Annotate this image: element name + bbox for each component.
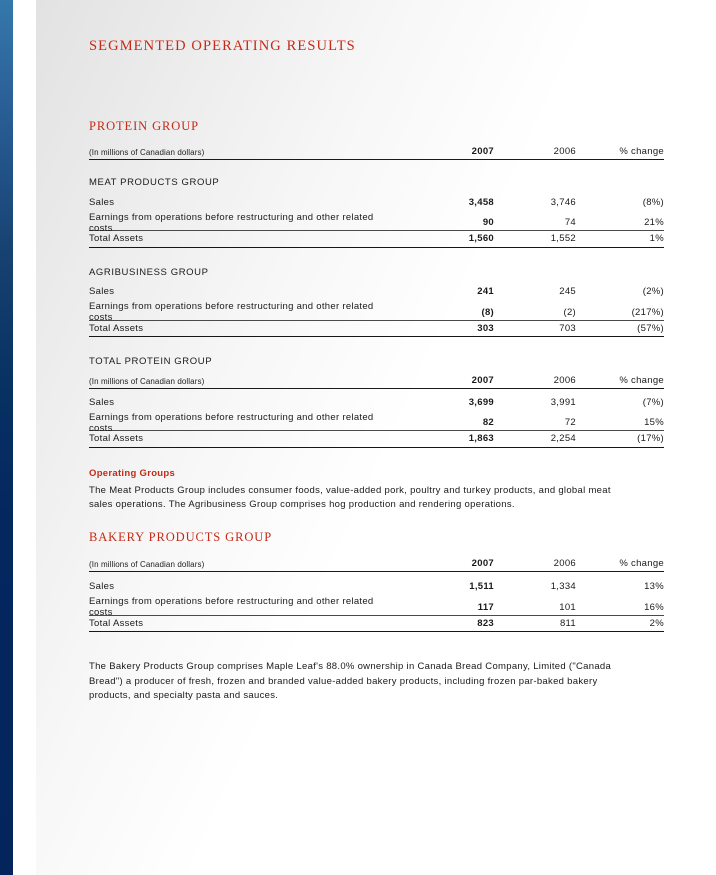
bakery-description-paragraph: The Bakery Products Group comprises Maple Leaf's 88.0% ownership in Canada Bread Company, Limited ("Canada Bread") a producer of fresh, frozen and branded value-added bakery products, including frozen par-baked bakery products, and specialty pasta and sauces. <box>89 661 612 701</box>
value-2007: 82 <box>482 417 494 428</box>
table-row <box>89 393 664 412</box>
value-change: 16% <box>644 601 664 613</box>
protein-group-table <box>89 144 664 448</box>
column-header-2007: 2007 <box>471 375 494 386</box>
table-header-row <box>89 144 664 160</box>
row-label: Earnings from operations before restructuring and other related costs <box>89 596 374 618</box>
value-2007: 117 <box>477 601 494 613</box>
value-2006: 703 <box>559 322 576 334</box>
row-label: Total Assets <box>89 322 144 334</box>
section-name-meat-products: MEAT PRODUCTS GROUP <box>89 177 220 188</box>
column-header-change: % change <box>619 557 664 569</box>
bakery-section <box>89 578 664 633</box>
value-2006: 1,552 <box>550 233 576 245</box>
value-2006: 3,991 <box>550 396 576 408</box>
table-row-total <box>89 430 664 447</box>
value-2007: 823 <box>477 617 494 629</box>
table-row <box>89 411 664 434</box>
operating-groups-paragraph: The Meat Products Group includes consumer foods, value-added pork, poultry and turkey products, and global meat sales operations. The Agribusiness Group comprises hog production and rendering operations. <box>89 484 611 510</box>
table-row <box>89 211 664 234</box>
value-2006: 3,746 <box>550 196 576 208</box>
row-label: Sales <box>89 196 115 208</box>
column-header-change: % change <box>619 375 664 386</box>
table-row <box>89 596 664 618</box>
column-header-change: % change <box>619 146 664 157</box>
table-row <box>89 283 664 302</box>
row-label: Total Assets <box>89 617 144 629</box>
value-change: 1% <box>649 233 664 245</box>
value-2006: (2) <box>563 306 576 318</box>
value-2007: 1,511 <box>469 581 494 593</box>
value-change: (17%) <box>637 433 664 445</box>
column-header-2006: 2006 <box>553 146 576 157</box>
value-2006: 811 <box>559 617 576 629</box>
units-note: (In millions of Canadian dollars) <box>89 148 205 157</box>
bakery-group-table <box>89 556 664 633</box>
value-change: 21% <box>644 217 664 228</box>
value-2007: 90 <box>482 217 494 228</box>
row-label: Total Assets <box>89 233 144 245</box>
row-label: Earnings from operations before restructuring and other related costs <box>89 411 374 434</box>
value-2006: 245 <box>559 286 576 298</box>
value-2007: 1,560 <box>468 233 494 245</box>
value-2007: 3,458 <box>468 196 494 208</box>
table-row-total <box>89 230 664 247</box>
value-change: 2% <box>649 617 664 629</box>
value-change: (57%) <box>637 322 664 334</box>
table-header-row <box>89 556 664 572</box>
agribusiness-section <box>89 283 664 338</box>
left-accent-bar <box>0 0 13 875</box>
protein-group-heading: PROTEIN GROUP <box>89 119 199 133</box>
page-title: SEGMENTED OPERATING RESULTS <box>89 38 356 54</box>
column-header-2006: 2006 <box>553 557 576 569</box>
value-2006: 74 <box>564 217 576 228</box>
column-header-2007: 2007 <box>471 557 494 569</box>
row-label: Earnings from operations before restructuring and other related costs <box>89 301 374 323</box>
value-change: (8%) <box>642 196 664 208</box>
value-2006: 72 <box>564 417 576 428</box>
column-header-2006: 2006 <box>553 375 576 386</box>
value-2007: 303 <box>477 322 494 334</box>
value-2007: 1,863 <box>468 433 494 445</box>
value-2006: 101 <box>559 601 576 613</box>
row-label: Total Assets <box>89 433 144 445</box>
value-change: 15% <box>644 417 664 428</box>
table-row <box>89 301 664 323</box>
value-2007: 3,699 <box>468 396 494 408</box>
table-row-total <box>89 320 664 337</box>
row-label: Sales <box>89 286 115 298</box>
value-2006: 1,334 <box>550 581 576 593</box>
table-row <box>89 193 664 212</box>
value-change: 13% <box>644 581 664 593</box>
table-row-total <box>89 615 664 632</box>
value-2007: (8) <box>481 306 494 318</box>
section-name-total-protein: TOTAL PROTEIN GROUP <box>89 356 213 367</box>
units-note: (In millions of Canadian dollars) <box>89 377 205 386</box>
operating-groups-label: Operating Groups <box>89 467 176 479</box>
column-header-2007: 2007 <box>471 146 494 157</box>
value-2006: 2,254 <box>550 433 576 445</box>
value-change: (2%) <box>642 286 664 298</box>
section-name-agribusiness: AGRIBUSINESS GROUP <box>89 266 209 278</box>
table-row <box>89 578 664 597</box>
value-change: (217%) <box>631 306 664 318</box>
bakery-group-heading: BAKERY PRODUCTS GROUP <box>89 529 273 544</box>
row-label: Earnings from operations before restructuring and other related costs <box>89 211 374 234</box>
value-2007: 241 <box>477 286 494 298</box>
row-label: Sales <box>89 396 115 408</box>
units-note: (In millions of Canadian dollars) <box>89 559 205 569</box>
report-page <box>36 0 716 875</box>
table-header-row <box>89 373 664 389</box>
meat-products-section <box>89 193 664 248</box>
value-change: (7%) <box>642 396 664 408</box>
row-label: Sales <box>89 581 115 593</box>
total-protein-section <box>89 393 664 448</box>
